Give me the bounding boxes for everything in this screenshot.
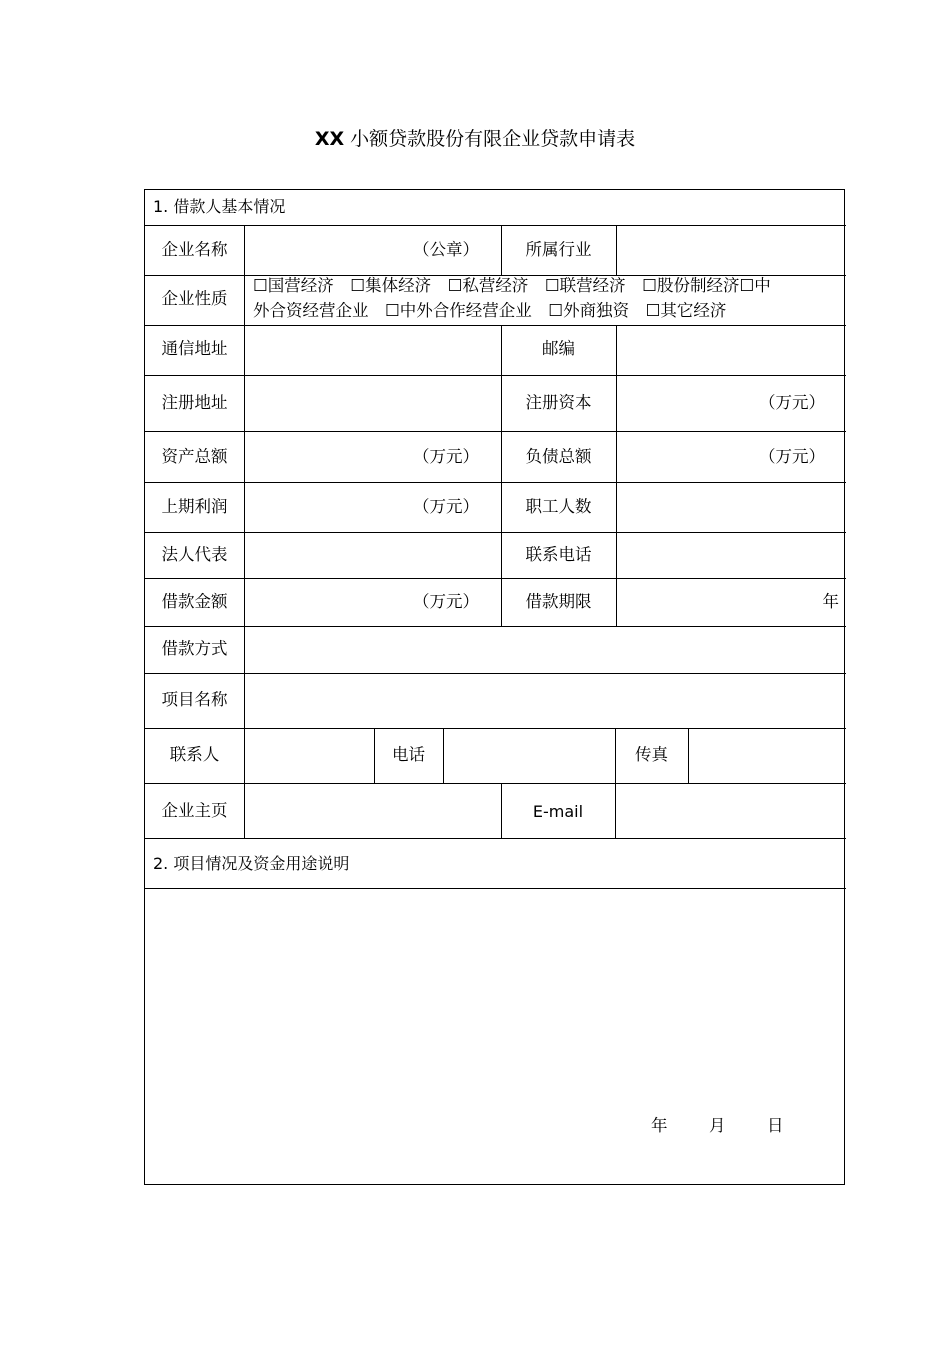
page-title bbox=[0, 124, 950, 151]
nature-options-line2[interactable]: 外合资经营企业 ☐中外合作经营企业 ☐外商独资 ☐其它经济 bbox=[253, 301, 727, 320]
contact-phone-field[interactable] bbox=[617, 544, 845, 566]
loan-amount-unit: （万元） bbox=[413, 592, 479, 611]
row-divider bbox=[145, 673, 846, 674]
label-email: E-mail bbox=[532, 802, 584, 821]
loan-application-form bbox=[144, 189, 845, 1185]
label-loan-amount: 借款金额 bbox=[161, 592, 228, 611]
label-postcode: 邮编 bbox=[542, 339, 575, 358]
loan-method-field[interactable] bbox=[245, 638, 845, 660]
last-profit-unit: （万元） bbox=[413, 497, 479, 516]
row-divider bbox=[145, 626, 846, 627]
label-project-name: 项目名称 bbox=[161, 690, 228, 709]
section1-heading: 1. 借款人基本情况 bbox=[153, 197, 286, 216]
label-company-name: 企业名称 bbox=[161, 240, 228, 259]
nature-options-line1[interactable]: ☐国营经济 ☐集体经济 ☐私营经济 ☐联营经济 ☐股份制经济☐中 bbox=[253, 276, 771, 295]
title-text: 小额贷款股份有限企业贷款申请表 bbox=[350, 128, 636, 150]
label-reg-capital: 注册资本 bbox=[525, 393, 592, 412]
label-employees: 职工人数 bbox=[525, 497, 592, 516]
project-description-area[interactable] bbox=[151, 898, 839, 1168]
company-seal-unit: （公章） bbox=[413, 240, 479, 259]
label-contact-phone: 联系电话 bbox=[525, 545, 592, 564]
homepage-field[interactable] bbox=[245, 800, 501, 822]
label-tel: 电话 bbox=[392, 745, 425, 764]
reg-address-field[interactable] bbox=[245, 392, 501, 414]
column-divider bbox=[501, 325, 502, 626]
label-homepage: 企业主页 bbox=[161, 801, 228, 820]
row-divider bbox=[145, 431, 846, 432]
address-field[interactable] bbox=[245, 338, 501, 360]
label-total-assets: 资产总额 bbox=[161, 447, 228, 466]
row-divider bbox=[145, 532, 846, 533]
legal-rep-field[interactable] bbox=[245, 544, 501, 566]
row-divider bbox=[145, 578, 846, 579]
contact-person-field[interactable] bbox=[245, 744, 374, 766]
label-last-profit: 上期利润 bbox=[161, 497, 228, 516]
label-contact-person: 联系人 bbox=[169, 745, 220, 764]
row-divider bbox=[145, 728, 846, 729]
tel-field[interactable] bbox=[444, 744, 615, 766]
row-divider bbox=[145, 838, 846, 839]
email-field[interactable] bbox=[616, 800, 845, 822]
label-industry: 所属行业 bbox=[525, 240, 592, 259]
industry-field[interactable] bbox=[617, 239, 845, 261]
fax-field[interactable] bbox=[689, 744, 845, 766]
title-prefix: XX bbox=[314, 128, 345, 150]
loan-term-unit: 年 bbox=[822, 592, 839, 611]
reg-capital-unit: （万元） bbox=[759, 393, 825, 412]
row-divider bbox=[145, 325, 846, 326]
date-day: 日 bbox=[767, 1116, 784, 1135]
label-fax: 传真 bbox=[635, 745, 668, 764]
date-year: 年 bbox=[651, 1116, 668, 1135]
column-divider bbox=[616, 325, 617, 626]
label-reg-address: 注册地址 bbox=[161, 393, 228, 412]
row-divider bbox=[145, 482, 846, 483]
label-address: 通信地址 bbox=[161, 339, 228, 358]
postcode-field[interactable] bbox=[617, 338, 845, 360]
label-total-liabilities: 负债总额 bbox=[525, 447, 592, 466]
label-enterprise-nature: 企业性质 bbox=[161, 289, 228, 308]
employees-field[interactable] bbox=[617, 496, 845, 518]
row-divider bbox=[145, 888, 846, 889]
label-legal-rep: 法人代表 bbox=[161, 545, 228, 564]
row-divider bbox=[145, 375, 846, 376]
project-name-field[interactable] bbox=[245, 689, 845, 711]
label-loan-method: 借款方式 bbox=[161, 639, 228, 658]
date-month: 月 bbox=[709, 1116, 726, 1135]
total-liabilities-unit: （万元） bbox=[759, 447, 825, 466]
row-divider bbox=[145, 783, 846, 784]
row-divider bbox=[145, 225, 846, 226]
total-assets-unit: （万元） bbox=[413, 447, 479, 466]
section2-heading: 2. 项目情况及资金用途说明 bbox=[153, 854, 350, 873]
label-loan-term: 借款期限 bbox=[525, 592, 592, 611]
